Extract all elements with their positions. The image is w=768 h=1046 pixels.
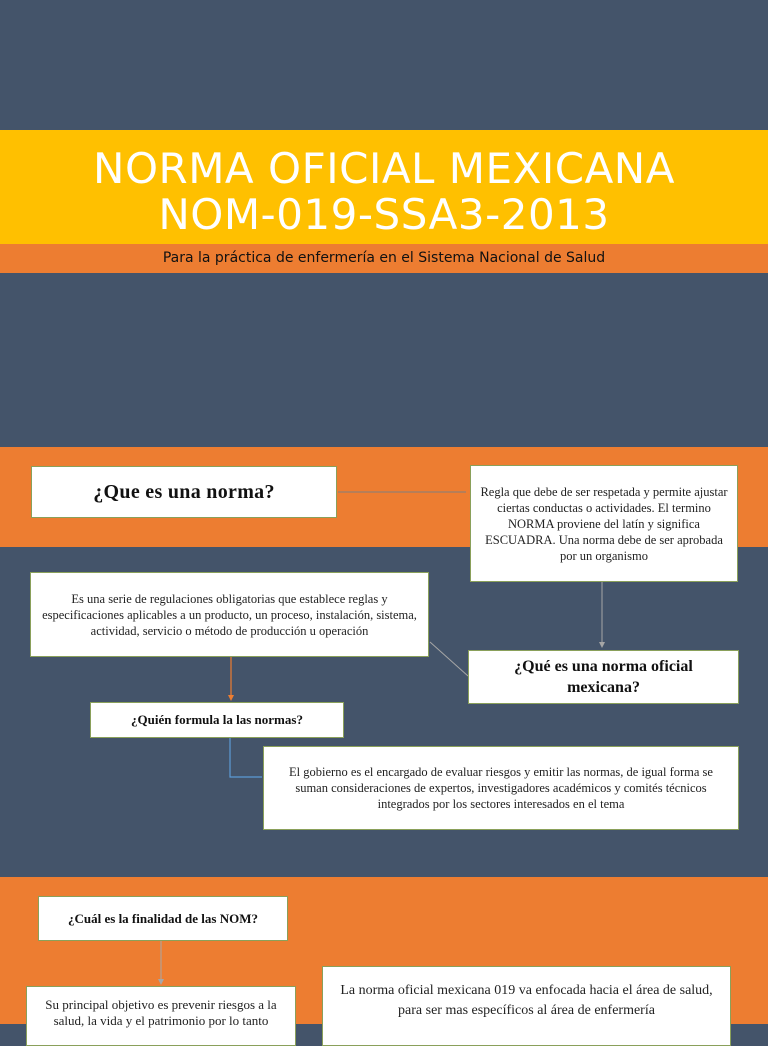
connector-nom-def <box>430 642 468 676</box>
answer-quien: El gobierno es el encargado de evaluar riesgos y emitir las normas, de igual forma se suman consideraciones de expertos, investigadores académicos y comités técnicos integrados por los sectores interesados en el tema <box>289 765 713 811</box>
question-nom: ¿Qué es una norma oficial mexicana? <box>514 658 693 696</box>
answer-box-finalidad <box>26 986 296 1046</box>
question-box-nom <box>468 650 739 704</box>
answer-box-quien <box>263 746 739 830</box>
question-box-quien <box>90 702 344 738</box>
arrowhead-definition <box>599 642 605 648</box>
subtitle-banner: Para la práctica de enfermería en el Sistema Nacional de Salud <box>0 244 768 273</box>
answer-finalidad: Su principal objetivo es prevenir riesgos a la salud, la vida y el patrimonio por lo tanto <box>45 997 277 1028</box>
question-box-norma <box>31 466 337 518</box>
answer-norma: Regla que debe de ser respetada y permite ajustar ciertas conductas o actividades. El termino NORMA proviene del latín y significa ESCUADRA. Una norma debe de ser aprobada por un organismo <box>480 484 728 563</box>
page-title-line2: NOM-019-SSA3-2013 <box>158 190 610 239</box>
question-norma: ¿Que es una norma? <box>93 480 275 503</box>
definition-text: Es una serie de regulaciones obligatorias que establece reglas y especificaciones aplicables a un producto, un proceso, instalación, sistema, actividad, servicio o método de producción u operación <box>42 591 417 638</box>
question-finalidad: ¿Cuál es la finalidad de las NOM? <box>68 910 258 926</box>
answer-nom019: La norma oficial mexicana 019 va enfocada hacia el área de salud, para ser mas específicos al área de enfermería <box>340 983 713 1018</box>
definition-box <box>30 572 429 657</box>
arrowhead-orange <box>228 695 234 701</box>
connector-blue <box>230 738 262 777</box>
page-title-line1: NORMA OFICIAL MEXICANA <box>93 144 675 193</box>
answer-box-nom019 <box>322 966 731 1046</box>
question-quien: ¿Quién formula la las normas? <box>131 712 303 727</box>
answer-box-norma <box>470 465 738 582</box>
question-box-finalidad <box>38 896 288 941</box>
